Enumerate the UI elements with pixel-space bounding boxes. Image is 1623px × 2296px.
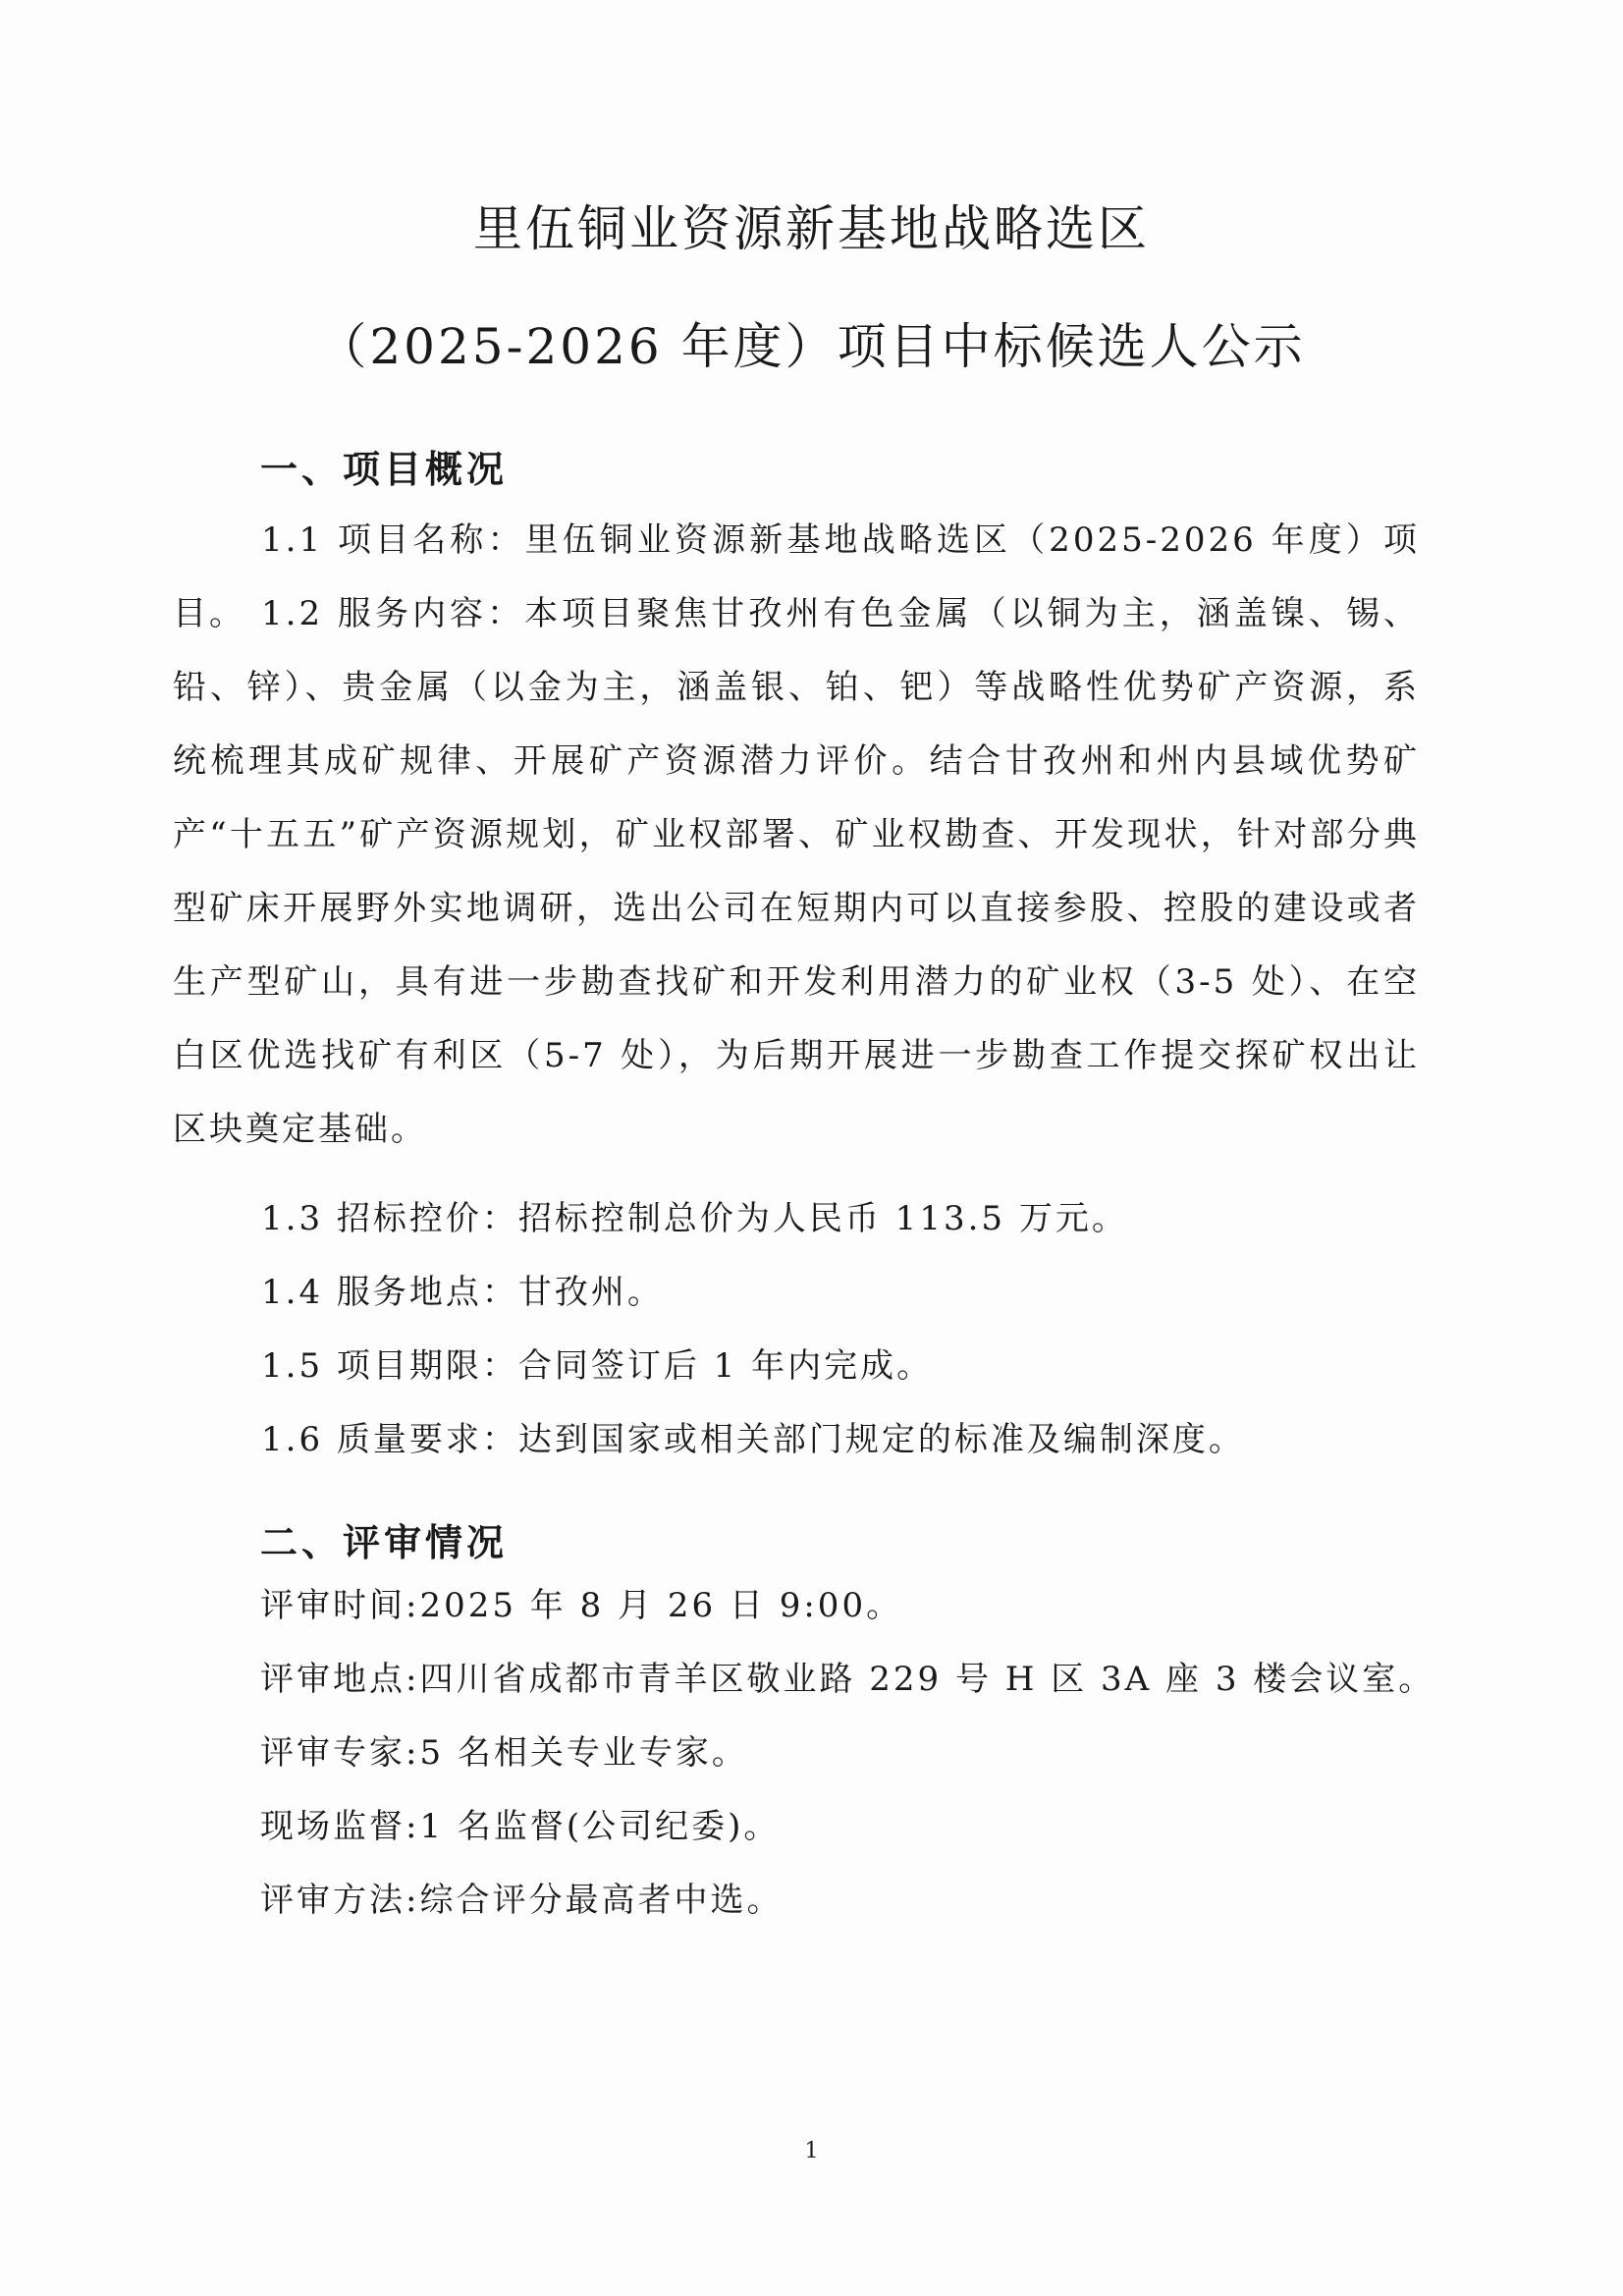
review-method: 评审方法:综合评分最高者中选。 [260, 1881, 784, 1920]
section-heading-overview: 一、项目概况 [260, 447, 509, 491]
paragraph-bid-control-price: 1.3 招标控价：招标控制总价为人民币 113.5 万元。 [261, 1199, 1128, 1238]
review-time: 评审时间:2025 年 8 月 26 日 9:00。 [260, 1586, 903, 1625]
review-experts: 评审专家:5 名相关专业专家。 [260, 1733, 748, 1773]
paragraph-project-name: 1.1 项目名称：里伍铜业资源新基地战略选区（2025-2026 年度）项目。 [173, 520, 1420, 633]
paragraph-project-duration: 1.5 项目期限：合同签订后 1 年内完成。 [261, 1346, 934, 1386]
paragraph-service-content: 1.2 服务内容：本项目聚焦甘孜州有色金属（以铜为主，涵盖镍、锡、铅、锌）、贵金属（以金为主，涵盖银、铂、钯）等战略性优势矿产资源，系统梳理其成矿规律、开展矿产资源潜力评价。结合甘孜州和州内县域优势矿产“十五五”矿产资源规划，矿业权部署、矿业权勘查、开发现状，针对部分典型矿床开展野外实地调研，选出公司在短期内可以直接参股、控股的建设或者生产型矿山，具有进一步勘查找矿和开发利用潜力的矿业权（3-5 处）、在空白区优选找矿有利区（5-7 处），为后期开展进一步勘查工作提交探矿权出让区块奠定基础。 [173, 594, 1420, 1149]
section-heading-review: 二、评审情况 [260, 1520, 509, 1564]
review-supervision: 现场监督:1 名监督(公司纪委)。 [260, 1807, 781, 1846]
page-number: 1 [804, 2139, 819, 2163]
document-title-line-1: 里伍铜业资源新基地战略选区 [473, 200, 1150, 257]
document-title-line-2: （2025-2026 年度）项目中标候选人公示 [317, 318, 1306, 375]
paragraph-service-location: 1.4 服务地点：甘孜州。 [261, 1273, 664, 1312]
paragraph-quality-requirement: 1.6 质量要求：达到国家或相关部门规定的标准及编制深度。 [261, 1420, 1245, 1459]
review-location: 评审地点:四川省成都市青羊区敬业路 229 号 H 区 3A 座 3 楼会议室。 [260, 1660, 1435, 1699]
